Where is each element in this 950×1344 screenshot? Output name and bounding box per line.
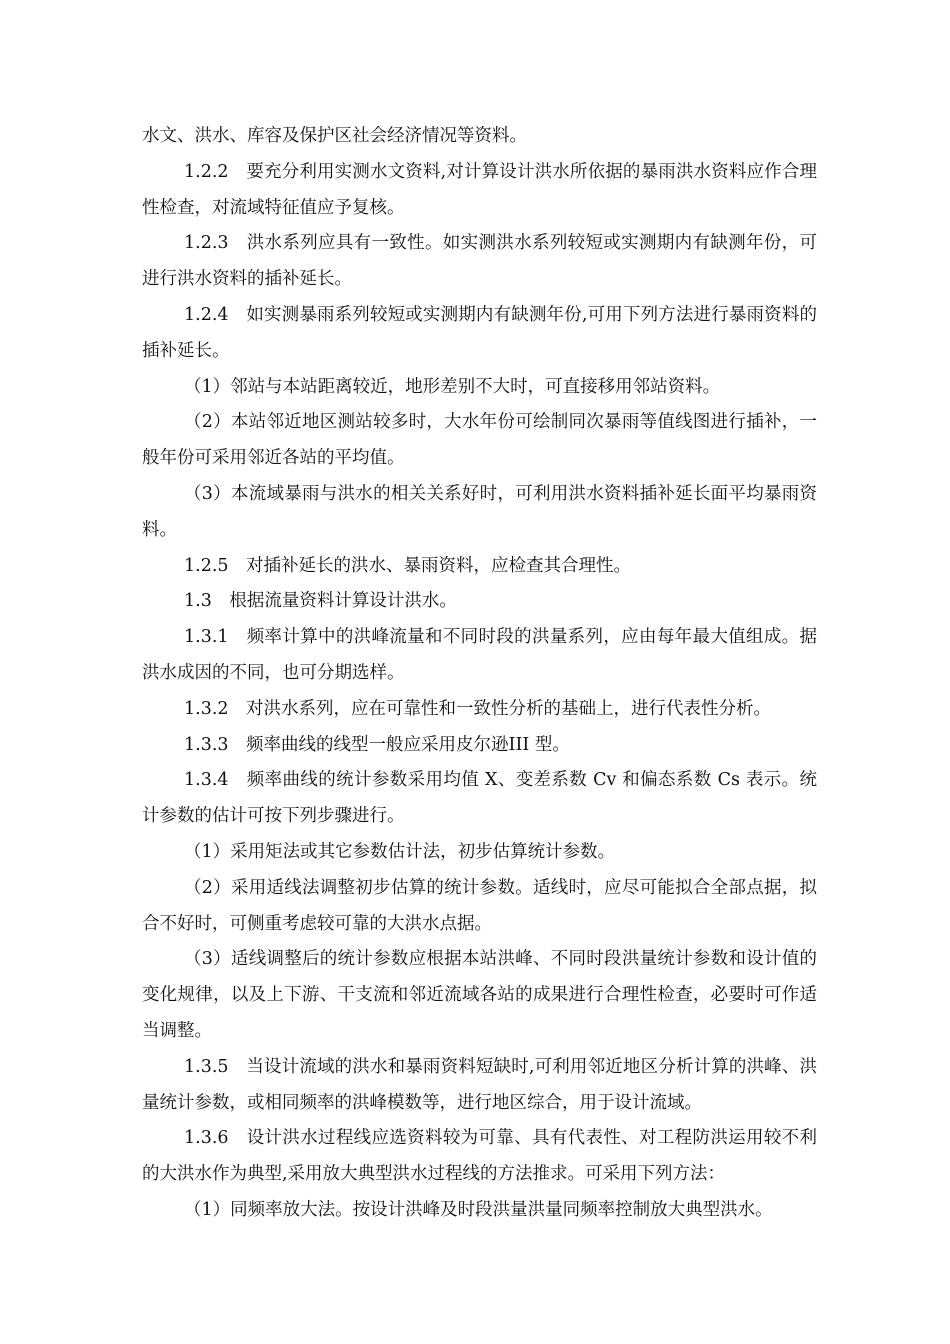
clause-1-3-1: 1.3.1 频率计算中的洪峰流量和不同时段的洪量系列，应由每年最大值组成。据洪水成因的不同，也可分期选样。 [142,627,817,683]
clause-1-2-5: 1.2.5 对插补延长的洪水、暴雨资料，应检查其合理性。 [184,555,632,576]
clause-1-2-3: 1.2.3 洪水系列应具有一致性。如实测洪水系列较短或实测期内有缺测年份，可进行洪水资料的插补延长。 [142,233,817,290]
clause-1-3-3: 1.3.3 频率曲线的线型一般应采用皮尔逊III 型。 [184,734,570,755]
clause-1-3-4-item-2: （2）采用适线法调整初步估算的统计参数。适线时，应尽可能拟合全部点据，拟合不好时，可侧重考虑较可靠的大洪水点据。 [142,877,817,934]
clause-1-3-2: 1.3.2 对洪水系列，应在可靠性和一致性分析的基础上，进行代表性分析。 [184,698,772,719]
clause-1-3-5: 1.3.5 当设计流域的洪水和暴雨资料短缺时,可利用邻近地区分析计算的洪峰、洪量统计参数，或相同频率的洪峰模数等，进行地区综合，用于设计流域。 [142,1056,817,1113]
paragraph-continuation: 水文、洪水、库容及保护区社会经济情况等资料。 [142,126,527,146]
clause-1-3-4: 1.3.4 频率曲线的统计参数采用均值 X、变差系数 Cv 和偏态系数 Cs 表示。统计参数的估计可按下列步骤进行。 [142,770,817,827]
clause-1-3-4-item-1: （1）采用矩法或其它参数估计法，初步估算统计参数。 [184,841,616,862]
section-1-3-heading: 1.3 根据流量资料计算设计洪水。 [184,591,457,612]
clause-1-2-4-item-2: （2）本站邻近地区测站较多时，大水年份可绘制同次暴雨等值线图进行插补，一般年份可采用邻近各站的平均值。 [142,412,817,469]
clause-1-2-4: 1.2.4 如实测暴雨系列较短或实测期内有缺测年份,可用下列方法进行暴雨资料的插补延长。 [142,304,817,361]
clause-1-2-2: 1.2.2 要充分利用实测水文资料,对计算设计洪水所依据的暴雨洪水资料应作合理性检查，对流域特征值应予复核。 [142,161,817,218]
clause-1-3-6: 1.3.6 设计洪水过程线应选资料较为可靠、具有代表性、对工程防洪运用较不利的大洪水作为典型,采用放大典型洪水过程线的方法推求。可采用下列方法： [142,1128,817,1185]
clause-1-3-6-item-1: （1）同频率放大法。按设计洪峰及时段洪量洪量同频率控制放大典型洪水。 [184,1199,773,1220]
document-body [142,119,817,1229]
clause-1-3-4-item-3: （3）适线调整后的统计参数应根据本站洪峰、不同时段洪量统计参数和设计值的变化规律，以及上下游、干支流和邻近流域各站的成果进行合理性检查，必要时可作适当调整。 [142,949,817,1041]
clause-1-2-4-item-1: （1）邻站与本站距离较近，地形差别不大时，可直接移用邻站资料。 [184,376,721,397]
clause-1-2-4-item-3: （3）本流域暴雨与洪水的相关关系好时，可利用洪水资料插补延长面平均暴雨资料。 [142,483,817,540]
